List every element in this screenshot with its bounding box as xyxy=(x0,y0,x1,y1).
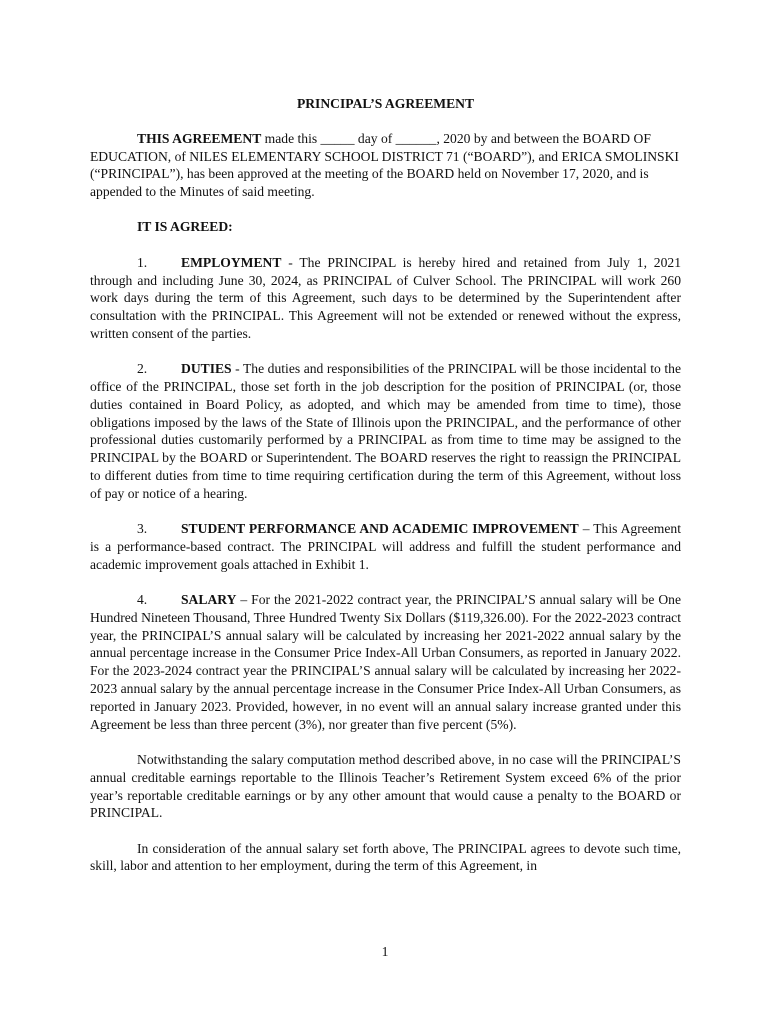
section-text: – This Agreement is a performance-based contract. The PRINCIPAL will address and fulfill the student performance and academic improvement goals attached in Exhibit 1. xyxy=(90,521,681,572)
intro-paragraph xyxy=(90,130,681,201)
section-text: - The duties and responsibilities of the PRINCIPAL will be those incidental to the office of the PRINCIPAL, those set forth in the job description for the position of PRINCIPAL (or, those duties contained in Board Policy, as adopted, and which may be amended from time to time), those obligations imposed by the laws of the State of Illinois upon the PRINCIPAL, and the performance of other professional duties customarily performed by a PRINCIPAL as from time to time may be assigned to the PRINCIPAL by the BOARD or Superintendent. The BOARD reserves the right to reassign the PRINCIPAL to different duties from time to time requiring certification during the term of this Agreement, without loss of pay or notice of a hearing. xyxy=(90,361,681,501)
section-number: 4. xyxy=(137,592,148,608)
section-duties xyxy=(90,360,681,502)
section-number: 1. xyxy=(137,254,148,270)
paragraph-consideration: In consideration of the annual salary set forth above, The PRINCIPAL agrees to devote such time, skill, labor and attention to her employment, during the term of this Agreement, in xyxy=(90,840,681,874)
intro-lead: THIS AGREEMENT xyxy=(137,130,262,146)
section-heading: SALARY xyxy=(181,592,237,608)
document-page xyxy=(90,95,681,893)
section-number: 2. xyxy=(137,361,148,377)
section-heading: STUDENT PERFORMANCE AND ACADEMIC IMPROVEMENT xyxy=(181,521,579,537)
page-number: 1 xyxy=(381,944,389,959)
section-heading: EMPLOYMENT xyxy=(181,254,282,270)
section-text: - The PRINCIPAL is hereby hired and retained from July 1, 2021 through and including June 30, 2024, as PRINCIPAL of Culver School. The PRINCIPAL will work 260 work days during the term of this Agreement, such days to be determined by the Superintendent after consultation with the PRINCIPAL. This Agreement will not be extended or renewed without the express, written consent of the parties. xyxy=(90,254,681,341)
document-title: PRINCIPAL’S AGREEMENT xyxy=(296,96,475,111)
section-heading: DUTIES xyxy=(181,361,232,377)
section-student-performance xyxy=(90,520,681,573)
section-number: 3. xyxy=(137,521,148,537)
agreed-heading: IT IS AGREED: xyxy=(137,219,233,235)
section-employment xyxy=(90,254,681,343)
intro-text: made this _____ day of ______, 2020 by and between the BOARD OF EDUCATION, of NILES ELEMENTARY SCHOOL DISTRICT 71 (“BOARD”), and ERICA SMOLINSKI (“PRINCIPAL”), has been approved at the meeting of the BOARD held on November 17, 2020, and is appended to the Minutes of said meeting. xyxy=(90,130,679,200)
paragraph-notwithstanding: Notwithstanding the salary computation method described above, in no case will the PRINCIPAL’S annual creditable earnings reportable to the Illinois Teacher’s Retirement System exceed 6% of the prior year’s reportable creditable earnings or by any other amount that would cause a penalty to the BOARD or PRINCIPAL. xyxy=(90,751,681,821)
section-salary xyxy=(90,591,681,733)
section-text: – For the 2021-2022 contract year, the PRINCIPAL’S annual salary will be One Hundred Nineteen Thousand, Three Hundred Twenty Six Dollars ($119,326.00). For the 2022-2023 contract year, the PRINCIPAL’S annual salary will be calculated by increasing her 2021-2022 annual salary by the annual percentage increase in the Consumer Price Index-All Urban Consumers, as reported in January 2022. For the 2023-2024 contract year the PRINCIPAL’S annual salary will be calculated by increasing her 2022-2023 annual salary by the annual percentage increase in the Consumer Price Index-All Urban Consumers, as reported in January 2023. Provided, however, in no event will an annual salary increase granted under this Agreement be less than three percent (3%), nor greater than five percent (5%). xyxy=(90,592,681,732)
